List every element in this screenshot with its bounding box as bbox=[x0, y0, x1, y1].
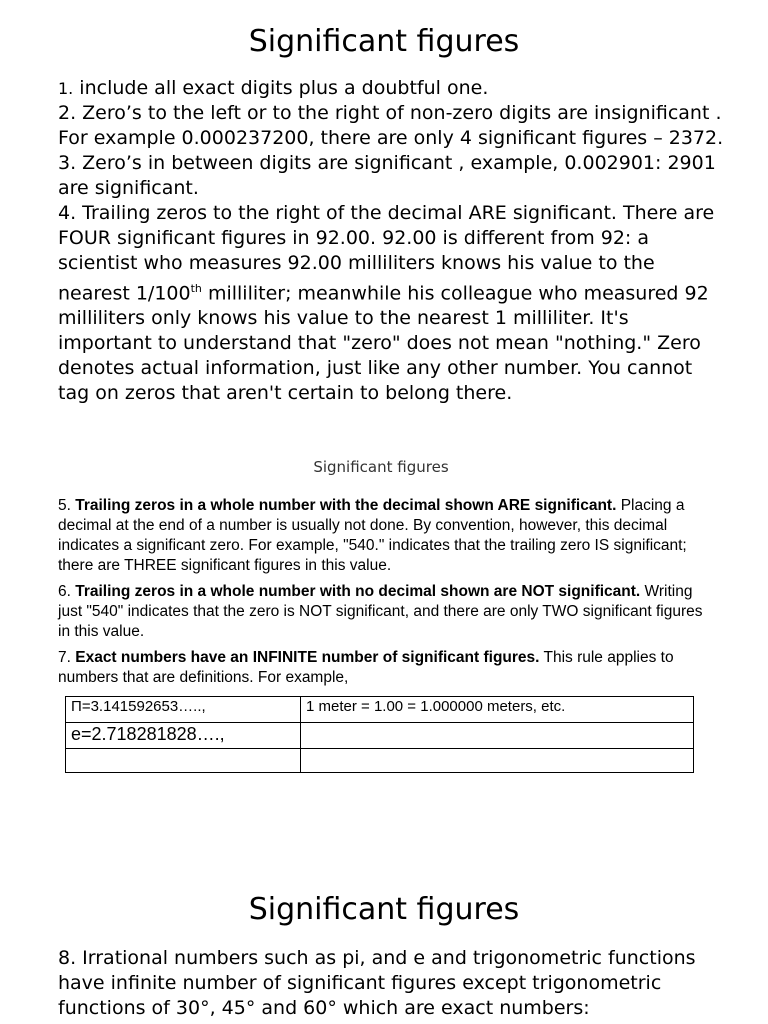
rule-8: 8. Irrational numbers such as pi, and e and trigonometric functions have infinite number of significant figures except trigonometric functions of 30°, 45° and 60° which are exact numbers: bbox=[58, 947, 696, 1019]
rule-4 bbox=[58, 201, 728, 406]
rule-5-text: Placing a decimal at the end of a number is usually not done. By convention, however, this decimal indicates a significant zero. For example, "540." indicates that the trailing zero IS significant; there are THREE significant figures in this value. bbox=[58, 497, 687, 574]
rule-7-text: This rule applies to numbers that are definitions. For example, bbox=[58, 649, 674, 686]
rule-4-text-b: milliliter; meanwhile his colleague who measured 92 milliliters only knows his value to the nearest 1 milliliter. It's important to understand that "zero" does not mean "nothing." Zero denotes actual information, just like any other number. You cannot tag on zeros that aren't certain to belong there. bbox=[58, 282, 709, 405]
table-cell: e=2.718281828…., bbox=[66, 723, 301, 749]
rules-list-2 bbox=[58, 496, 718, 694]
table-row bbox=[66, 723, 694, 749]
table-cell bbox=[66, 749, 301, 773]
rule-2: 2. Zero’s to the left or to the right of non-zero digits are insignificant . For example 0.000237200, there are only 4 significant figures – 2372. bbox=[58, 102, 724, 149]
rule-1-number: 1. bbox=[58, 79, 74, 98]
table-cell bbox=[301, 749, 694, 773]
rule-7-number: 7. bbox=[58, 649, 76, 666]
rule-3: 3. Zero’s in between digits are significant , example, 0.002901: 2901 are significant. bbox=[58, 152, 716, 199]
rule-1-text: include all exact digits plus a doubtful one. bbox=[73, 77, 489, 99]
rule-4-text-a: 4. Trailing zeros to the right of the decimal ARE significant. There are FOUR significant figures in 92.00. 92.00 is different from 92: a scientist who measures 92.00 milliliters knows his value to the nearest 1/100 bbox=[58, 202, 715, 305]
rule-4-superscript: th bbox=[190, 282, 202, 295]
table-row bbox=[66, 749, 694, 773]
rule-7 bbox=[58, 648, 718, 688]
slide-title-3: Significant figures bbox=[248, 892, 520, 927]
rule-6-text: Writing just "540" indicates that the zero is NOT significant, and there are only TWO significant figures in this value. bbox=[58, 583, 703, 640]
table-cell: 1 meter = 1.00 = 1.000000 meters, etc. bbox=[301, 697, 694, 723]
rules-list-3 bbox=[58, 946, 738, 1021]
table-row bbox=[66, 697, 694, 723]
table-cell bbox=[301, 723, 694, 749]
rules-list-1 bbox=[58, 76, 728, 406]
rule-5-number: 5. bbox=[58, 497, 76, 514]
rule-6 bbox=[58, 582, 718, 642]
slide-title-1: Significant figures bbox=[248, 24, 520, 59]
slide-title-2: Significant figures bbox=[313, 458, 449, 476]
rule-1 bbox=[58, 76, 728, 101]
rule-6-number: 6. bbox=[58, 583, 76, 600]
rule-5 bbox=[58, 496, 718, 576]
rule-5-heading: Trailing zeros in a whole number with the decimal shown ARE significant. bbox=[75, 497, 617, 514]
rule-6-heading: Trailing zeros in a whole number with no decimal shown are NOT significant. bbox=[75, 583, 641, 600]
rule-7-heading: Exact numbers have an INFINITE number of significant figures. bbox=[75, 649, 540, 666]
examples-table bbox=[65, 696, 694, 773]
table-cell: Π=3.141592653….., bbox=[66, 697, 301, 723]
